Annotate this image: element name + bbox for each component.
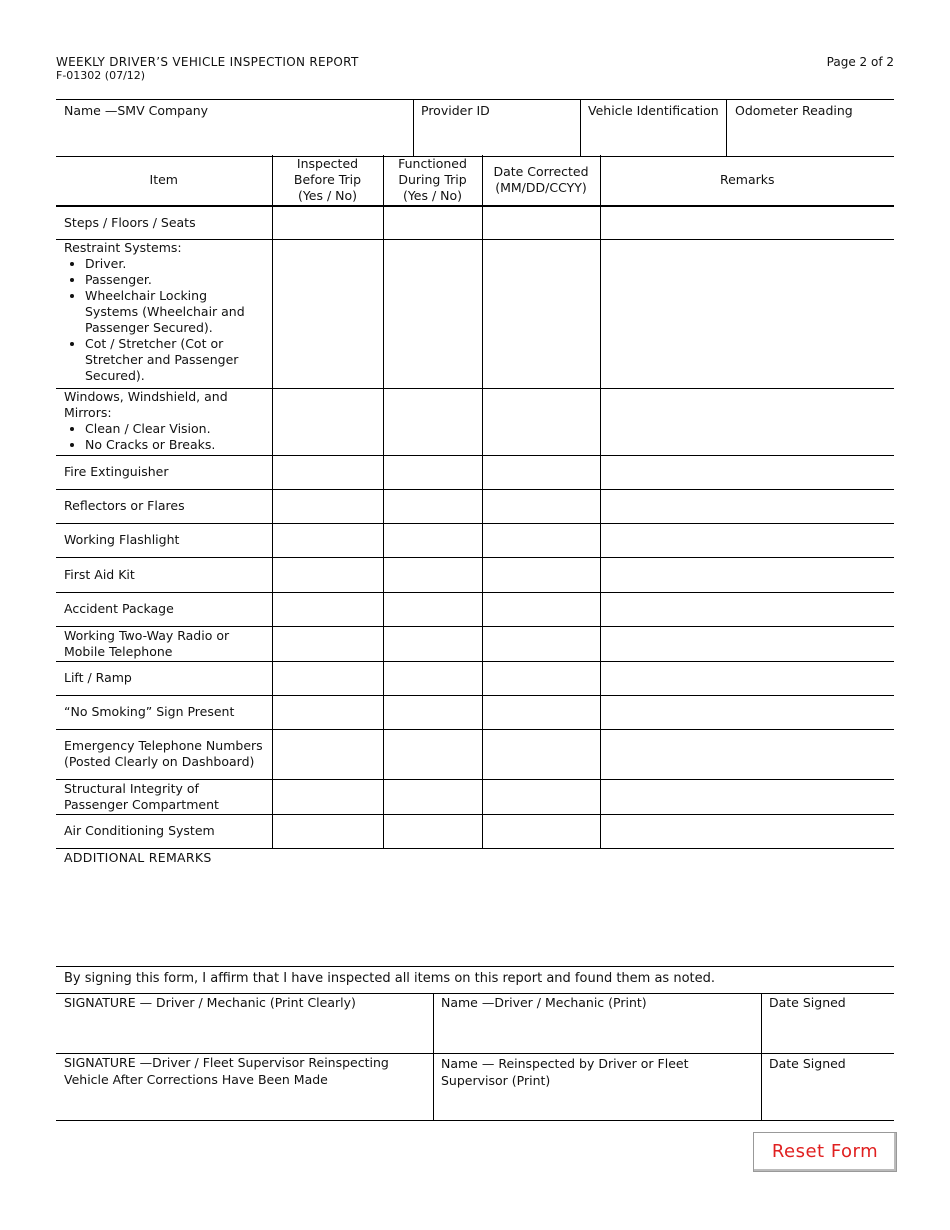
date-cell[interactable] — [482, 779, 600, 814]
name-driver-label: Name —Driver / Mechanic (Print) — [441, 995, 647, 1010]
odometer-field[interactable] — [727, 100, 894, 156]
remarks-cell[interactable] — [600, 523, 894, 557]
row-label: Working Two-Way Radio or Mobile Telephone — [56, 626, 272, 661]
signature-reinspect-label: SIGNATURE —Driver / Fleet Supervisor Reinspecting Vehicle After Corrections Have Been Made — [64, 1055, 389, 1087]
inspected-cell[interactable] — [272, 455, 383, 489]
date-cell[interactable] — [482, 239, 600, 388]
signature-driver-label: SIGNATURE — Driver / Mechanic (Print Clearly) — [64, 995, 356, 1010]
table-header-row — [56, 155, 894, 206]
bullet-item: • Driver. — [85, 256, 264, 272]
row-label: First Aid Kit — [56, 557, 272, 592]
name-field[interactable] — [56, 100, 413, 156]
signature-driver-field[interactable] — [64, 994, 424, 1011]
bullet-item: • Wheelchair Locking Systems (Wheelchair and Passenger Secured). — [85, 288, 264, 336]
functioned-cell[interactable] — [383, 695, 482, 729]
row-label: Structural Integrity of Passenger Compartment — [56, 779, 272, 814]
functioned-cell[interactable] — [383, 592, 482, 626]
additional-remarks-label: ADDITIONAL REMARKS — [64, 850, 212, 865]
remarks-cell[interactable] — [600, 489, 894, 523]
date-cell[interactable] — [482, 814, 600, 848]
row-label: Fire Extinguisher — [56, 455, 272, 489]
table-row — [56, 661, 894, 695]
col-functioned-during-trip: Functioned During Trip (Yes / No) — [383, 155, 482, 206]
remarks-cell[interactable] — [600, 455, 894, 489]
row-label: Emergency Telephone Numbers (Posted Clearly on Dashboard) — [56, 729, 272, 779]
inspected-cell[interactable] — [272, 388, 383, 455]
table-row — [56, 592, 894, 626]
functioned-cell[interactable] — [383, 661, 482, 695]
remarks-cell[interactable] — [600, 557, 894, 592]
inspected-cell[interactable] — [272, 489, 383, 523]
remarks-cell[interactable] — [600, 592, 894, 626]
functioned-cell[interactable] — [383, 523, 482, 557]
form-number: F-01302 (07/12) — [56, 69, 146, 82]
affirmation-text: By signing this form, I affirm that I have inspected all items on this report and found them as noted. — [64, 971, 715, 986]
row-label: Working Flashlight — [56, 523, 272, 557]
bullet-item: • Clean / Clear Vision. — [85, 421, 264, 437]
inspected-cell[interactable] — [272, 695, 383, 729]
name-driver-field[interactable] — [441, 994, 751, 1011]
table-row — [56, 779, 894, 814]
functioned-cell[interactable] — [383, 206, 482, 239]
remarks-cell[interactable] — [600, 239, 894, 388]
date-cell[interactable] — [482, 455, 600, 489]
bullet-item: • Cot / Stretcher (Cot or Stretcher and Passenger Secured). — [85, 336, 264, 384]
col-inspected-before-trip: Inspected Before Trip (Yes / No) — [272, 155, 383, 206]
table-row — [56, 626, 894, 661]
additional-remarks-field[interactable] — [56, 868, 894, 964]
functioned-cell[interactable] — [383, 814, 482, 848]
remarks-cell[interactable] — [600, 729, 894, 779]
bullet-item: • Passenger. — [85, 272, 264, 288]
date-cell[interactable] — [482, 206, 600, 239]
table-row — [56, 455, 894, 489]
remarks-cell[interactable] — [600, 388, 894, 455]
row-label: Restraint Systems: • Driver. • Passenger. • Wheelchair Locking Systems (Wheelchair and Passenger Secured). • Cot / Stretcher (Cot or Stretcher and Passenger Secured). — [56, 239, 272, 388]
date-cell[interactable] — [482, 729, 600, 779]
table-row — [56, 206, 894, 239]
inspected-cell[interactable] — [272, 239, 383, 388]
col-item: Item — [56, 155, 272, 206]
table-row — [56, 489, 894, 523]
table-row — [56, 239, 894, 388]
functioned-cell[interactable] — [383, 557, 482, 592]
table-row — [56, 695, 894, 729]
table-row — [56, 388, 894, 455]
remarks-cell[interactable] — [600, 695, 894, 729]
provider-id-field[interactable] — [413, 100, 580, 156]
table-row — [56, 814, 894, 848]
table-row — [56, 557, 894, 592]
bullet-item: • No Cracks or Breaks. — [85, 437, 264, 453]
inspected-cell[interactable] — [272, 626, 383, 661]
functioned-cell[interactable] — [383, 729, 482, 779]
date-cell[interactable] — [482, 489, 600, 523]
date-signed-2-label: Date Signed — [769, 1056, 846, 1071]
date-cell[interactable] — [482, 557, 600, 592]
remarks-cell[interactable] — [600, 626, 894, 661]
table-row — [56, 729, 894, 779]
date-cell[interactable] — [482, 523, 600, 557]
functioned-cell[interactable] — [383, 779, 482, 814]
table-row — [56, 523, 894, 557]
remarks-cell[interactable] — [600, 814, 894, 848]
date-signed-label: Date Signed — [769, 995, 846, 1010]
functioned-cell[interactable] — [383, 489, 482, 523]
form-title: WEEKLY DRIVER’S VEHICLE INSPECTION REPORT — [56, 55, 359, 69]
provider-id-label: Provider ID — [421, 103, 490, 118]
functioned-cell[interactable] — [383, 455, 482, 489]
top-info-fields — [56, 99, 894, 157]
inspected-cell[interactable] — [272, 206, 383, 239]
row-label: Steps / Floors / Seats — [56, 206, 272, 239]
vehicle-id-field[interactable] — [580, 100, 727, 156]
remarks-cell[interactable] — [600, 779, 894, 814]
col-remarks: Remarks — [600, 155, 894, 206]
inspected-cell[interactable] — [272, 592, 383, 626]
signature-reinspect-field[interactable] — [64, 1054, 426, 1088]
remarks-cell[interactable] — [600, 206, 894, 239]
date-cell[interactable] — [482, 592, 600, 626]
row-label: “No Smoking” Sign Present — [56, 695, 272, 729]
inspected-cell[interactable] — [272, 523, 383, 557]
name-field-label: Name —SMV Company — [64, 103, 209, 118]
row-label: Lift / Ramp — [56, 661, 272, 695]
inspected-cell[interactable] — [272, 779, 383, 814]
row-label: Accident Package — [56, 592, 272, 626]
date-cell[interactable] — [482, 626, 600, 661]
page-indicator: Page 2 of 2 — [826, 55, 894, 69]
functioned-cell[interactable] — [383, 388, 482, 455]
row-label: Air Conditioning System — [56, 814, 272, 848]
vehicle-id-label: Vehicle Identification — [588, 103, 719, 118]
date-cell[interactable] — [482, 388, 600, 455]
row-label: Windows, Windshield, and Mirrors: • Clean / Clear Vision. • No Cracks or Breaks. — [56, 388, 272, 455]
name-reinspect-field[interactable] — [441, 1055, 741, 1089]
row-label: Reflectors or Flares — [56, 489, 272, 523]
reset-form-button[interactable]: Reset Form — [753, 1132, 897, 1172]
functioned-cell[interactable] — [383, 626, 482, 661]
col-date-corrected: Date Corrected (MM/DD/CCYY) — [482, 155, 600, 206]
functioned-cell[interactable] — [383, 239, 482, 388]
inspected-cell[interactable] — [272, 729, 383, 779]
date-cell[interactable] — [482, 661, 600, 695]
name-reinspect-label: Name — Reinspected by Driver or Fleet Supervisor (Print) — [441, 1056, 689, 1088]
inspected-cell[interactable] — [272, 661, 383, 695]
odometer-label: Odometer Reading — [735, 103, 853, 118]
date-cell[interactable] — [482, 695, 600, 729]
date-signed-field[interactable] — [769, 994, 889, 1011]
inspection-table — [56, 155, 894, 849]
date-signed-2-field[interactable] — [769, 1055, 889, 1072]
inspected-cell[interactable] — [272, 814, 383, 848]
signature-section — [56, 966, 894, 1121]
remarks-cell[interactable] — [600, 661, 894, 695]
inspected-cell[interactable] — [272, 557, 383, 592]
